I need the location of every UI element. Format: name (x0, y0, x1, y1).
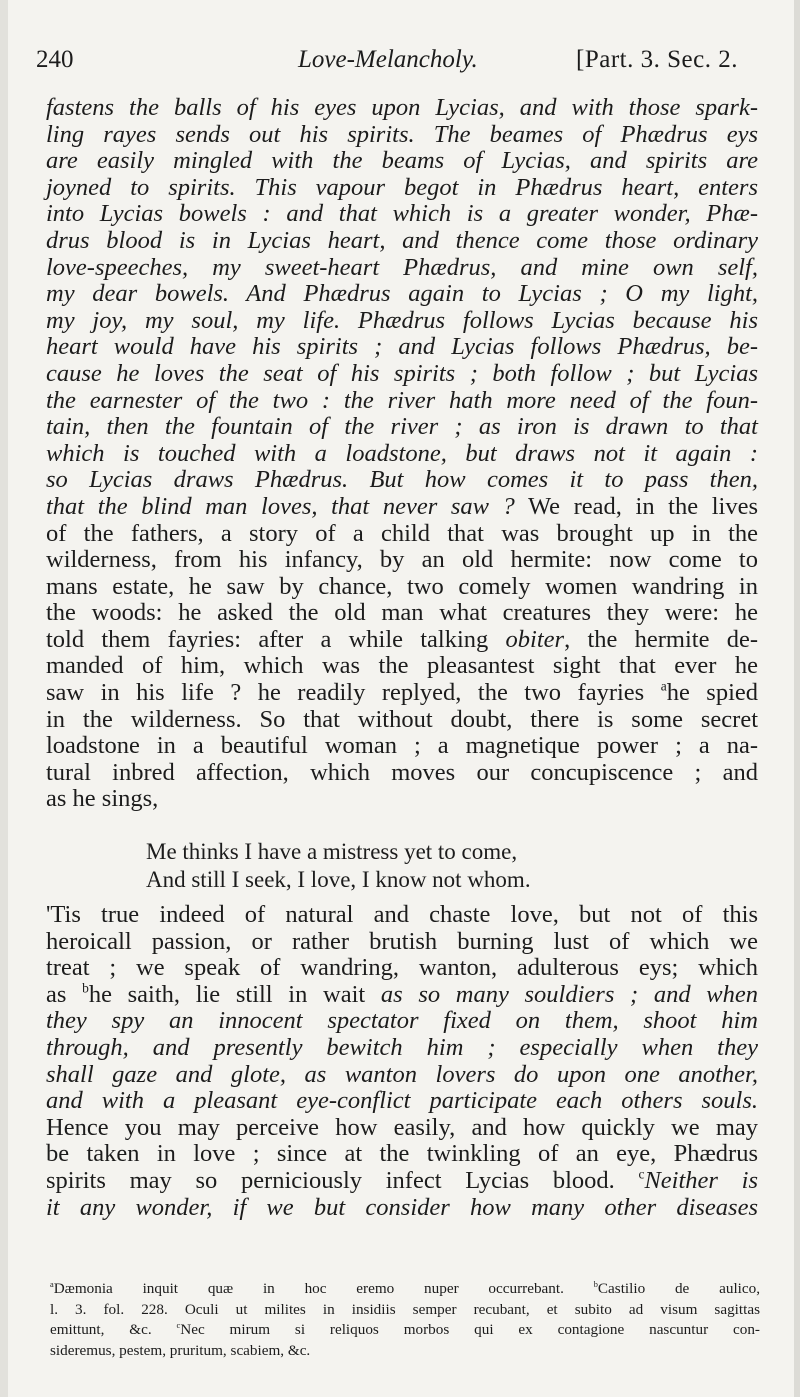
text-line: be taken in love ; since at the twinkling of an eye, Phædrus (46, 1140, 758, 1168)
footnote-marker-a: a (660, 678, 667, 694)
text-line: and with a pleasant eye-conflict participate each others souls. (46, 1087, 758, 1115)
text-line: 'Tis true indeed of natural and chaste love, but not of this (46, 901, 758, 928)
text-run: spirits may so perniciously infect Lycias blood. (46, 1166, 615, 1194)
footnote-line (50, 1279, 760, 1300)
verse-line: Me thinks I have a mistress yet to come, (146, 839, 518, 864)
body-text-lower (46, 902, 758, 1221)
footnote-b-text: Castilio de aulico, (597, 1280, 761, 1297)
text-run: saw in his life ? he readily replyed, the two fayries (46, 679, 645, 707)
page-edge-left (0, 0, 8, 1397)
text-run: , the hermite de- (564, 625, 758, 653)
text-line: they spy an innocent spectator fixed on them, shoot him (46, 1007, 758, 1035)
footnote-b-text-end: emittunt, &c. (50, 1321, 152, 1339)
footnote-line: sideremus, pestem, pruritum, scabiem, &c. (50, 1341, 311, 1359)
text-run-italic: as so many souldiers ; and when (380, 980, 759, 1008)
section-reference: [Part. 3. Sec. 2. (576, 46, 738, 73)
text-line: fastens the balls of his eyes upon Lycias, and with those spark- (46, 94, 758, 121)
text-line: ling rayes sends out his spirits. The beames of Phædrus eys (46, 120, 758, 148)
text-line (46, 982, 758, 1009)
text-line: the earnester of the two : the river hath more need of the foun- (46, 386, 758, 414)
text-line: tural inbred affection, which moves our concupiscence ; and (46, 758, 758, 786)
text-line: heart would have his spirits ; and Lycias follows Phædrus, be- (46, 333, 758, 361)
running-title: Love-Melancholy. (298, 46, 478, 73)
text-line: joyned to spirits. This vapour begot in Phædrus heart, enters (46, 173, 758, 201)
text-line: tain, then the fountain of the river ; as iron is drawn to that (46, 413, 758, 441)
page-header (36, 40, 766, 80)
text-line (46, 1168, 758, 1195)
text-line: through, and presently bewitch him ; especially when they (46, 1033, 758, 1061)
text-line (46, 680, 758, 707)
footnote-marker-c: c (638, 1166, 645, 1182)
text-line: wilderness, from his infancy, by an old hermite: now come to (46, 546, 758, 574)
footnote-c-mark: c (176, 1321, 181, 1331)
text-line: manded of him, which was the pleasantest sight that ever he (46, 652, 758, 680)
footnote-b-mark: b (593, 1280, 598, 1290)
text-line (46, 494, 758, 521)
text-line: loadstone in a beautiful woman ; a magnetique power ; a na- (46, 732, 758, 760)
text-run-italic: obiter (505, 625, 565, 653)
text-run-italic: that the blind man loves, that never saw ? (46, 492, 515, 520)
text-run: as (46, 980, 67, 1008)
text-line: as he sings, (46, 785, 159, 813)
footnote-a-mark: a (50, 1280, 54, 1290)
text-line: it any wonder, if we but consider how many other diseases (46, 1193, 758, 1221)
text-line: which is touched with a loadstone, but draws not it again : (46, 439, 758, 467)
text-run-italic: Neither is (644, 1166, 758, 1194)
text-run: he saith, lie still in wait (88, 980, 366, 1008)
text-run: told them fayries: after a while talking (46, 625, 489, 653)
text-run: We read, in the lives (527, 492, 758, 520)
footnote-c-text: Nec mirum si reliquos morbos qui ex contagione nascuntur con- (180, 1321, 760, 1339)
text-line: in the wilderness. So that without doubt, there is some secret (46, 705, 758, 733)
footnote-line (50, 1320, 760, 1341)
text-line: so Lycias draws Phædrus. But how comes it to pass then, (46, 466, 758, 494)
text-line: are easily mingled with the beams of Lycias, and spirits are (46, 147, 758, 175)
page-number: 240 (36, 46, 74, 73)
text-line: heroicall passion, or rather brutish burning lust of which we (46, 927, 758, 955)
footnote-marker-b: b (82, 980, 89, 996)
text-line: love-speeches, my sweet-heart Phædrus, and mine own self, (46, 253, 758, 281)
footnotes (50, 1279, 760, 1361)
verse-line: And still I seek, I love, I know not whom. (146, 867, 531, 892)
footnote-a-text: Dæmonia inquit quæ in hoc eremo nuper occurrebant. (53, 1280, 564, 1297)
body-text-upper (46, 95, 758, 813)
text-line: cause he loves the seat of his spirits ; both follow ; but Lycias (46, 359, 758, 387)
text-line: drus blood is in Lycias heart, and thence come those ordinary (46, 226, 758, 254)
text-line: shall gaze and glote, as wanton lovers do upon one another, (46, 1060, 758, 1088)
text-line: my dear bowels. And Phædrus again to Lycias ; O my light, (46, 280, 758, 308)
text-line: Hence you may perceive how easily, and how quickly we may (46, 1113, 758, 1141)
text-line: the woods: he asked the old man what creatures they were: he (46, 599, 758, 627)
text-line: treat ; we speak of wandring, wanton, adulterous eys; which (46, 954, 758, 982)
page-edge-right (794, 0, 800, 1397)
text-run: he spied (666, 679, 759, 707)
text-line (46, 627, 758, 654)
footnote-line: l. 3. fol. 228. Oculi ut milites in insidiis semper recubant, et subito ad visum sagittas (50, 1300, 760, 1318)
text-line: of the fathers, a story of a child that was brought up in the (46, 519, 758, 547)
text-line: mans estate, he saw by chance, two comely women wandring in (46, 572, 758, 600)
text-line: my joy, my soul, my life. Phædrus follows Lycias because his (46, 306, 758, 334)
verse-quotation (146, 838, 616, 894)
text-line: into Lycias bowels : and that which is a greater wonder, Phæ- (46, 200, 758, 228)
